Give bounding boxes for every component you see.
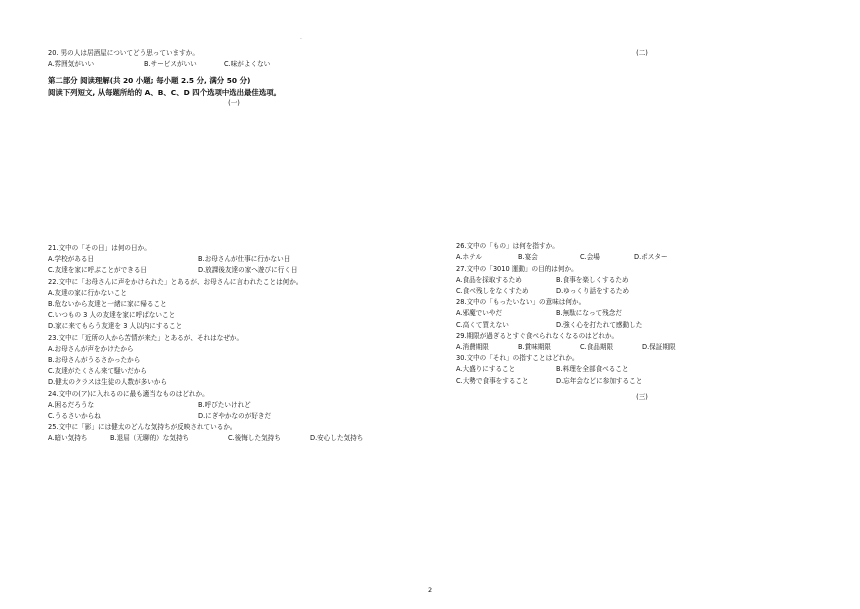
question-29-stem: 29.期限が過ぎるとすぐ食べられなくなるのはどれか。 xyxy=(456,331,619,340)
option-d: D.ポスター xyxy=(634,253,668,262)
option-b: B.サービスがいい xyxy=(144,60,197,69)
option-a: A.ホテル xyxy=(456,253,482,262)
option-d: D.保証期限 xyxy=(642,343,676,352)
question-27-options-row2 xyxy=(456,286,828,297)
question-30-options-row2 xyxy=(456,376,828,387)
passage-1-unreadable-area xyxy=(48,109,420,243)
section-1-label: (一) xyxy=(228,98,240,107)
question-23-stem: 23.文中に「近所の人から苦情が来た」とあるが、それはなぜか。 xyxy=(48,333,244,342)
passage-2-unreadable-area xyxy=(456,59,828,241)
option-b: B.呼びたいけれど xyxy=(198,400,251,409)
option-d: D.強く心を打たれて感動した xyxy=(556,320,643,329)
option-a: A.学校がある日 xyxy=(48,255,95,264)
option-c: C.うるさいからね xyxy=(48,412,101,421)
question-24-options-row2 xyxy=(48,411,420,422)
option-b: B.無駄になって残念だ xyxy=(556,309,622,318)
question-28-options-row1 xyxy=(456,308,828,319)
question-27-stem: 27.文中の「3010 運動」の目的は何か。 xyxy=(456,264,578,273)
question-24-options-row1 xyxy=(48,400,420,411)
option-a: A.暗い気持ち xyxy=(48,434,88,443)
question-20-stem: 20. 男の人は居酒屋についてどう思っていますか。 xyxy=(48,49,199,57)
part2-title: 第二部分 阅读理解(共 20 小题; 每小题 2.5 分, 满分 50 分) xyxy=(48,76,251,86)
right-column xyxy=(456,48,828,403)
option-d: D.忘年会などに参加すること xyxy=(556,376,643,385)
question-25-stem: 25.文中に「影」には健太のどんな気持ちが反映されているか。 xyxy=(48,423,237,432)
option-c: C.友達を家に呼ぶことができる日 xyxy=(48,266,148,275)
left-column xyxy=(48,48,420,445)
option-d: D.放課後友達の家へ遊びに行く日 xyxy=(198,266,298,275)
option-c: C.食べ残しをなくすため xyxy=(456,287,529,296)
section-2-label: (二) xyxy=(636,49,648,57)
question-25-options xyxy=(48,433,420,444)
option-c: C.会場 xyxy=(580,253,600,262)
question-21-stem: 21.文中の「その日」は何の日か。 xyxy=(48,244,151,253)
question-26-stem: 26.文中の「もの」は何を指すか。 xyxy=(456,242,559,251)
option-c: C.大勢で食事をすること xyxy=(456,376,529,385)
question-27-options-row1 xyxy=(456,275,828,286)
question-26-options xyxy=(456,252,828,263)
page-number: 2 xyxy=(428,586,433,594)
option-b: B.退屈（无聊的）な気持ち xyxy=(110,434,190,443)
option-b: B.お母さんがうるさかったから xyxy=(48,356,141,365)
question-24-stem: 24.文中の(ア)に入れるのに最も適当なものはどれか。 xyxy=(48,389,209,398)
option-d: D.安心した気持ち xyxy=(310,434,364,443)
option-a: A.お母さんが声をかけたから xyxy=(48,344,134,353)
option-d: D.にぎやかなのが好きだ xyxy=(198,412,272,421)
option-a: A.困るだろうな xyxy=(48,400,95,409)
option-a: A.食品を採取するため xyxy=(456,275,522,284)
option-c: C.味がよくない xyxy=(224,60,271,69)
question-29-options xyxy=(456,342,828,353)
option-b: B.お母さんが仕事に行かない日 xyxy=(198,255,291,264)
option-a: A.邪魔でいやだ xyxy=(456,309,503,318)
section-3-label: (三) xyxy=(636,392,648,401)
option-b: B.料理を全部食べること xyxy=(556,365,629,374)
question-28-stem: 28.文中の「もったいない」の意味は何か。 xyxy=(456,298,586,307)
option-c: C.いつもの 3 人の友達を家に呼ばないこと xyxy=(48,311,176,320)
option-b: B.宴会 xyxy=(518,253,538,262)
option-c: C.食品期限 xyxy=(580,343,614,352)
option-a: A.消費期限 xyxy=(456,343,489,352)
option-d: D.家に来てもらう友達を 3 人以内にすること xyxy=(48,322,183,331)
option-c: C.高くて買えない xyxy=(456,320,509,329)
option-d: D.健太のクラスは生徒の人数が多いから xyxy=(48,378,168,387)
option-a: A.友達の家に行かないこと xyxy=(48,288,128,297)
option-c: C.友達がたくさん来て騒いだから xyxy=(48,367,148,376)
question-30-stem: 30.文中の「それ」の指すことはどれか。 xyxy=(456,354,579,363)
scan-mark: · xyxy=(300,36,302,43)
question-20-options xyxy=(48,59,420,70)
option-b: B.賞味期限 xyxy=(518,343,551,352)
option-c: C.後悔した気持ち xyxy=(228,434,281,443)
option-d: D.ゆっくり話をするため xyxy=(556,287,630,296)
part2-instructions: 阅读下列短文, 从每题所给的 A、B、C、D 四个选项中选出最佳选项。 xyxy=(48,87,281,97)
option-b: B.危ないから友達と一緒に家に帰ること xyxy=(48,300,167,309)
question-21-options-row2 xyxy=(48,265,420,276)
question-28-options-row2 xyxy=(456,320,828,331)
option-a: A.大盛りにすること xyxy=(456,365,516,374)
option-b: B.食事を楽しくするため xyxy=(556,275,629,284)
question-30-options-row1 xyxy=(456,364,828,375)
question-22-stem: 22.文中に「お母さんに声をかけられた」とあるが、お母さんに言われたことは何か。 xyxy=(48,277,303,286)
question-21-options-row1 xyxy=(48,254,420,265)
option-a: A.雰囲気がいい xyxy=(48,60,95,69)
